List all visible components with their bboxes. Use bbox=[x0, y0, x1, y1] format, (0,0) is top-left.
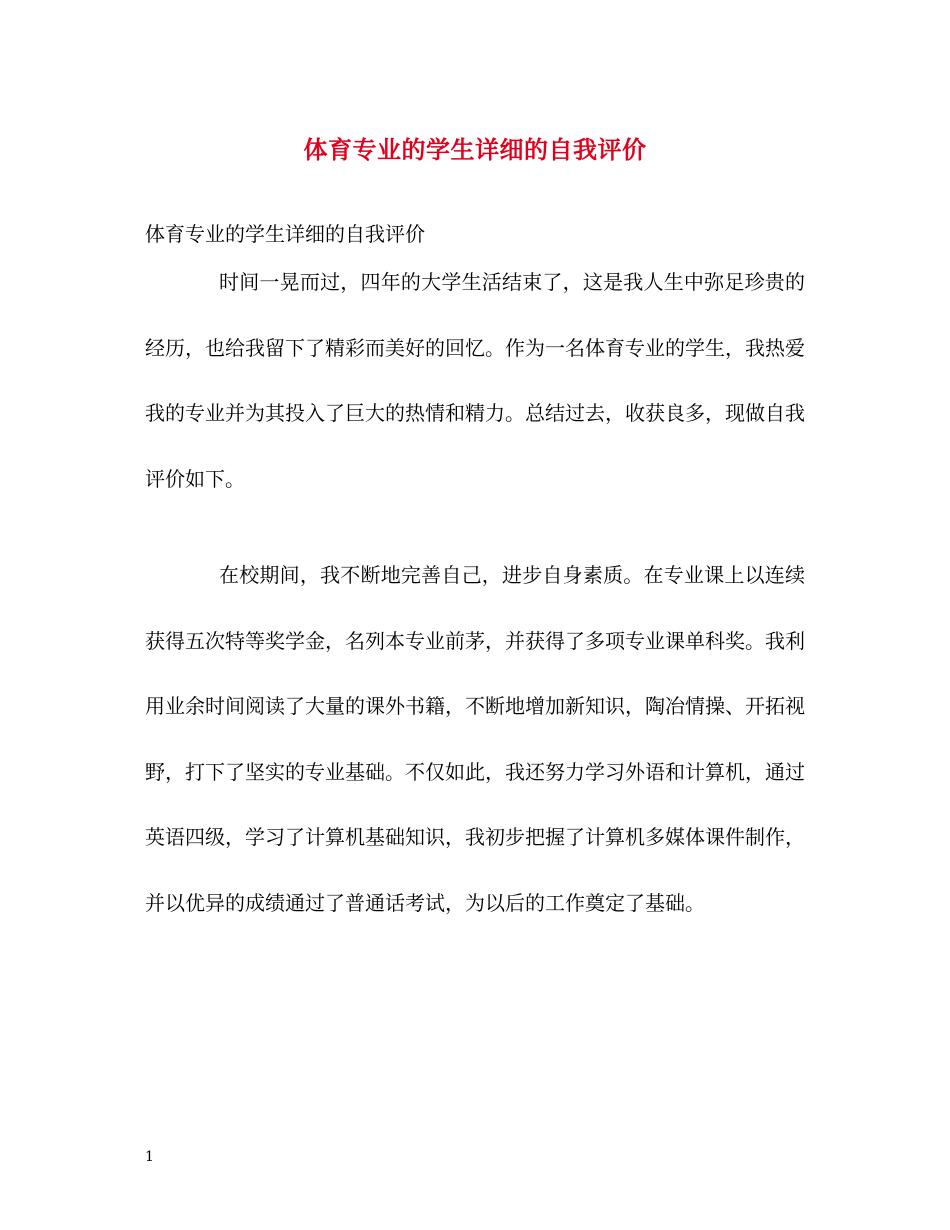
document-subtitle: 体育专业的学生详细的自我评价 bbox=[145, 222, 425, 246]
document-title: 体育专业的学生详细的自我评价 bbox=[303, 135, 647, 164]
body-paragraph-2: 在校期间，我不断地完善自己，进步自身素质。在专业课上以连续获得五次特等奖学金，名列本专业前茅，并获得了多项专业课单科奖。我利用业余时间阅读了大量的课外书籍，不断地增加新知识，陶冶情操、开拓视野，打下了坚实的专业基础。不仅如此，我还努力学习外语和计算机，通过英语四级，学习了计算机基础知识，我初步把握了计算机多媒体课件制作，并以优异的成绩通过了普通话考试，为以后的工作奠定了基础。 bbox=[145, 563, 805, 915]
body-paragraph-1: 时间一晃而过，四年的大学生活结束了，这是我人生中弥足珍贵的经历，也给我留下了精彩而美好的回忆。作为一名体育专业的学生，我热爱我的专业并为其投入了巨大的热情和精力。总结过去，收获良多，现做自我评价如下。 bbox=[145, 270, 805, 491]
page-number: 1 bbox=[145, 1149, 154, 1165]
